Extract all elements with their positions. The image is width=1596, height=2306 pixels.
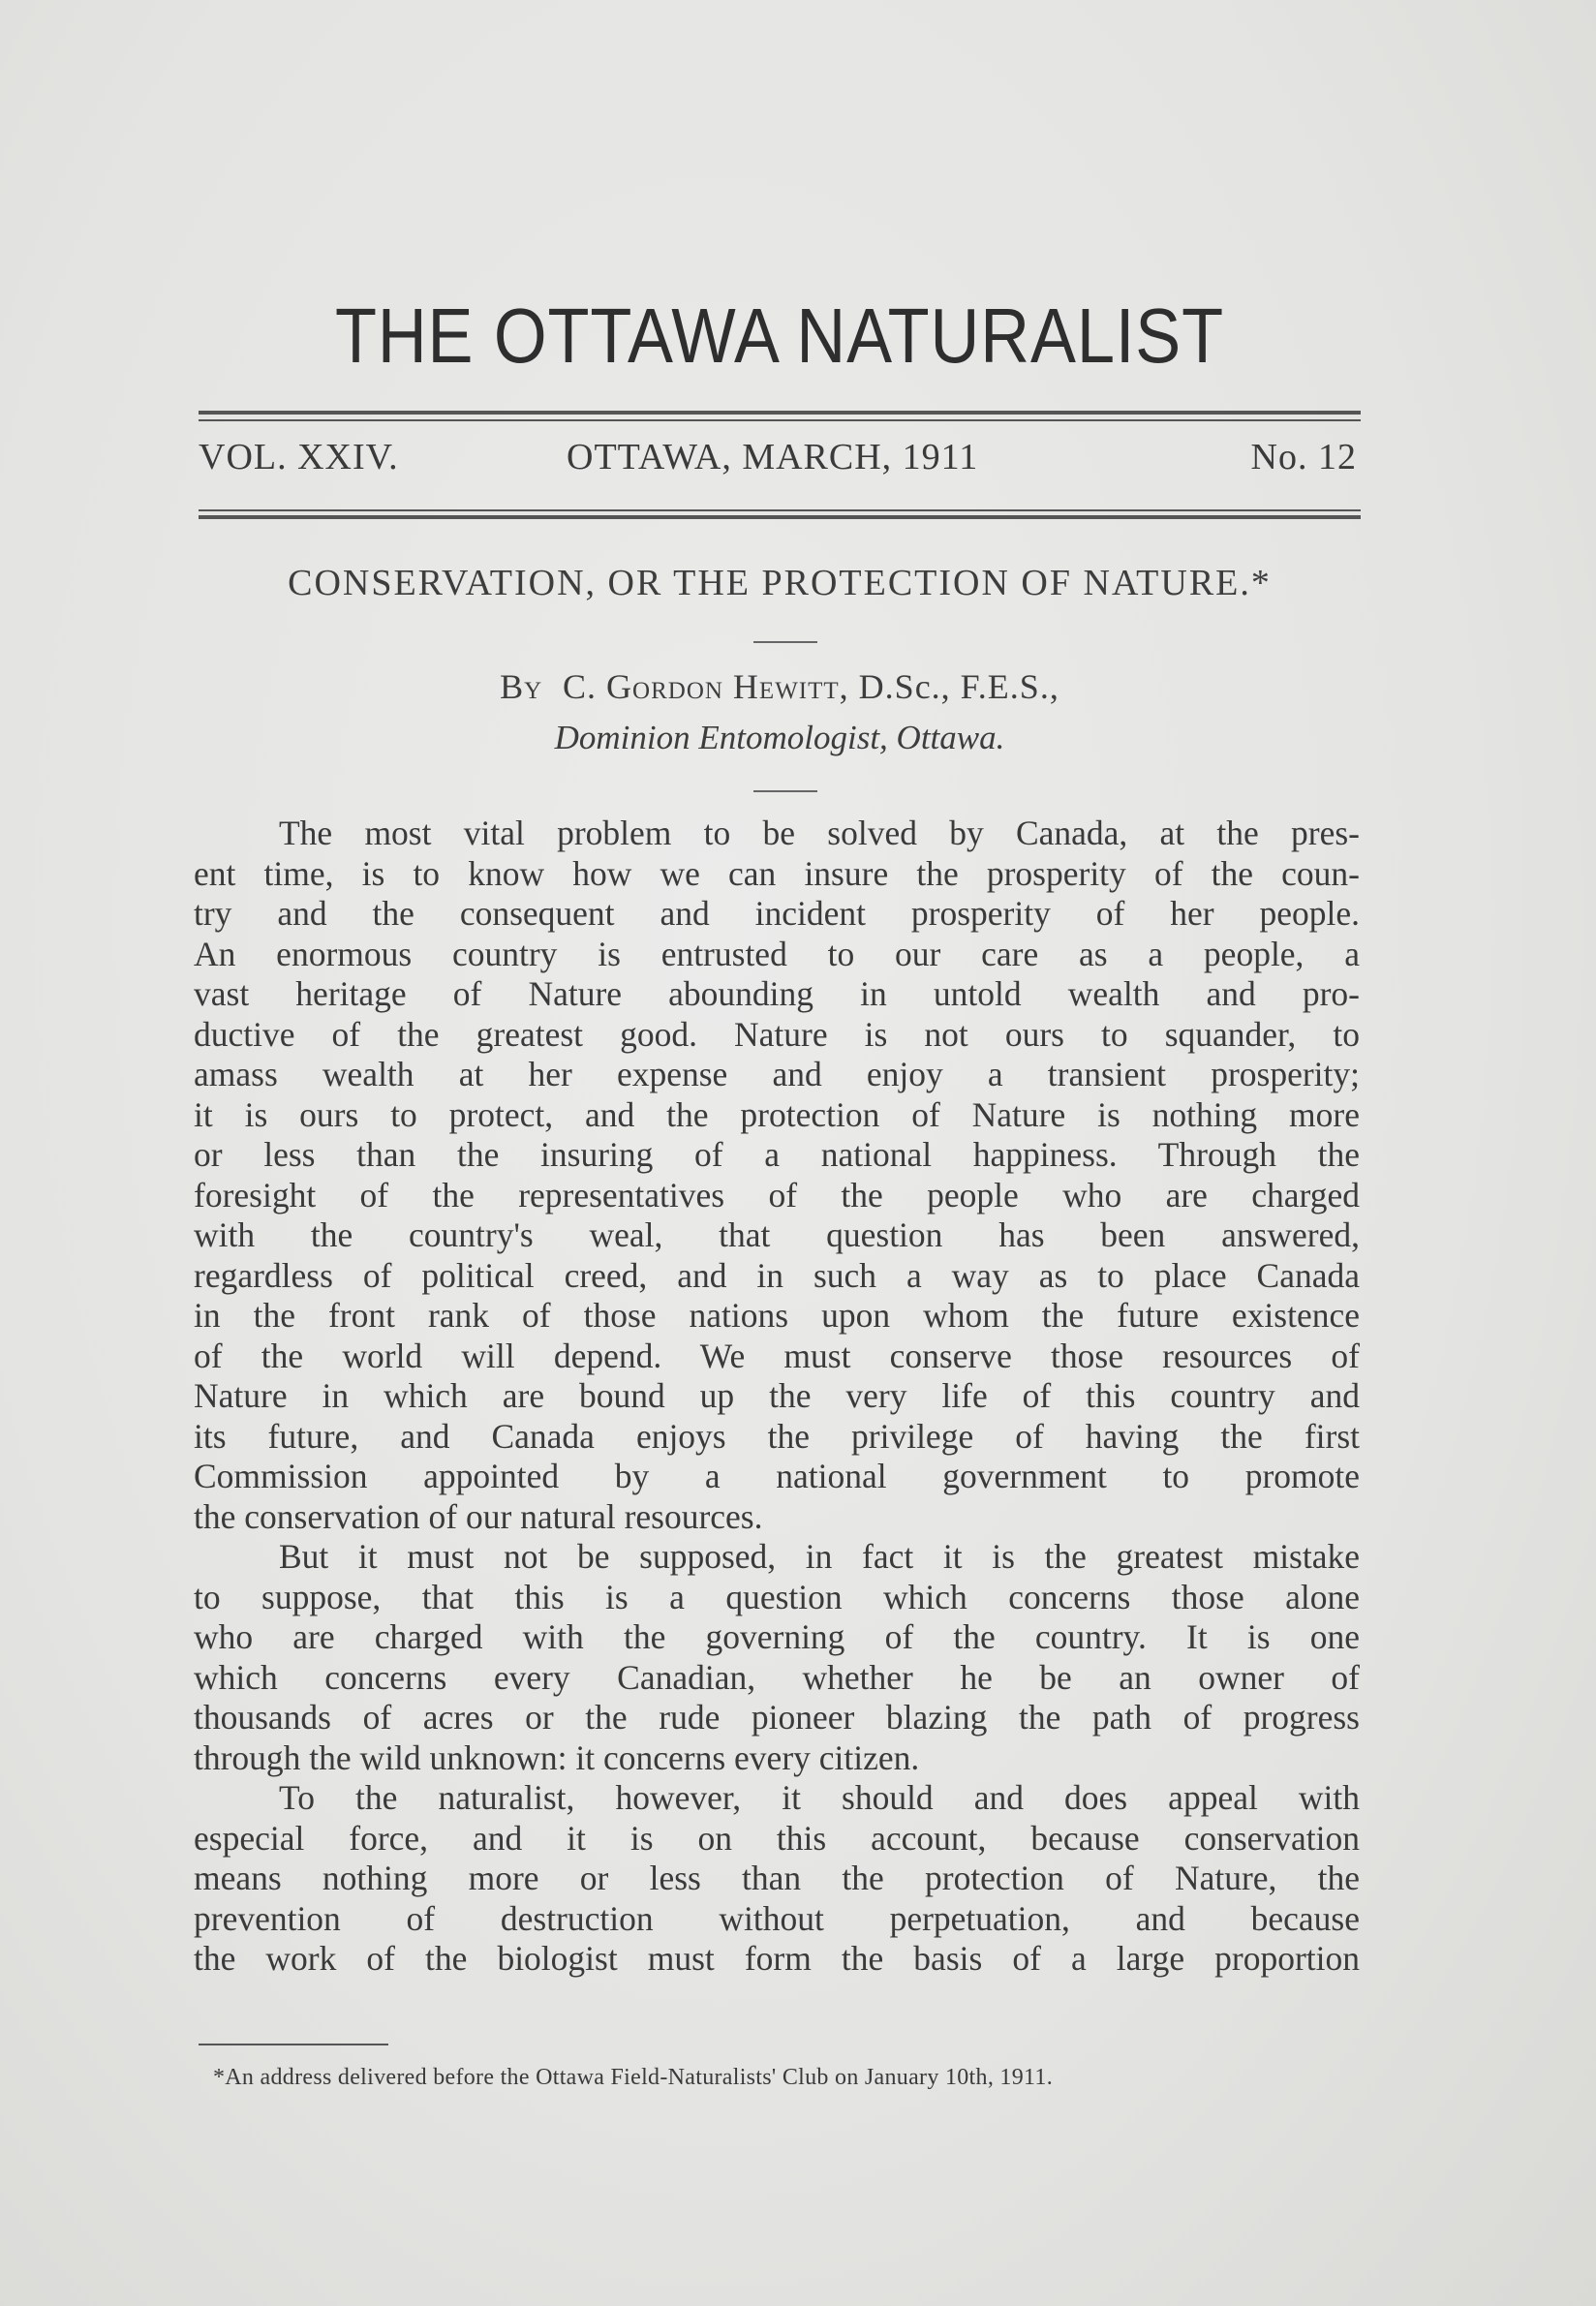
header-rule-bottom-thin — [199, 509, 1361, 511]
article-title: CONSERVATION, OR THE PROTECTION OF NATURE.* — [288, 563, 1272, 603]
body-line: with the country's weal, that question has been answered, — [194, 1215, 1360, 1254]
footnote-rule — [199, 2044, 388, 2045]
article-body — [194, 814, 1360, 1980]
body-line: the conservation of our natural resources. — [194, 1496, 763, 1536]
body-line: the work of the biologist must form the basis of a large proportion — [194, 1939, 1360, 1978]
header-rule-bottom-thick — [199, 515, 1361, 519]
body-line: ductive of the greatest good. Nature is not ours to squander, to — [194, 1014, 1360, 1054]
body-line: its future, and Canada enjoys the privilege of having the first — [194, 1416, 1360, 1456]
body-line: prevention of destruction without perpetuation, and because — [194, 1898, 1360, 1938]
body-line: amass wealth at her expense and enjoy a transient prosperity; — [194, 1055, 1360, 1093]
byline-prefix: By — [500, 667, 543, 706]
body-line: to suppose, that this is a question which concerns those alone — [194, 1577, 1360, 1616]
issue-line — [199, 436, 1361, 494]
body-line: it is ours to protect, and the protection of Nature is nothing more — [194, 1094, 1360, 1134]
volume-number: VOL. XXIV. — [199, 437, 399, 477]
author-credentials: , D.Sc., F.E.S., — [839, 667, 1059, 706]
body-line: or less than the insuring of a national happiness. Through the — [194, 1135, 1360, 1174]
body-line: in the front rank of those nations upon whom the future existence — [194, 1296, 1360, 1335]
body-line: try and the consequent and incident prosperity of her people. — [194, 894, 1360, 933]
journal-title: THE OTTAWA NATURALIST — [334, 292, 1225, 379]
header-rule-top-thin — [199, 419, 1361, 421]
body-line: Commission appointed by a national government to promote — [194, 1457, 1360, 1495]
body-line: ent time, is to know how we can insure the prosperity of the coun- — [194, 853, 1360, 893]
body-line: To the naturalist, however, it should and does appeal with — [279, 1778, 1360, 1817]
issue-number: No. 12 — [1250, 437, 1357, 477]
byline — [199, 666, 1361, 707]
body-line: who are charged with the governing of the country. It is one — [194, 1617, 1360, 1656]
body-line: means nothing more or less than the protection of Nature, the — [194, 1859, 1360, 1897]
body-line: which concerns every Canadian, whether he be an owner of — [194, 1657, 1360, 1697]
body-line: The most vital problem to be solved by Canada, at the pres- — [279, 814, 1360, 852]
author-affiliation: Dominion Entomologist, Ottawa. — [554, 719, 1005, 756]
body-line: thousands of acres or the rude pioneer blazing the path of progress — [194, 1698, 1360, 1737]
body-line: foresight of the representatives of the people who are charged — [194, 1175, 1360, 1214]
body-line: especial force, and it is on this account, because conservation — [194, 1818, 1360, 1858]
body-line: Nature in which are bound up the very life of this country and — [194, 1376, 1360, 1415]
body-line: vast heritage of Nature abounding in untold wealth and pro- — [194, 974, 1360, 1013]
author-name: C. Gordon Hewitt — [563, 667, 840, 706]
body-line: of the world will depend. We must conserve those resources of — [194, 1336, 1360, 1375]
body-line: regardless of political creed, and in such a way as to place Canada — [194, 1255, 1360, 1295]
byline-divider — [753, 790, 817, 792]
header-rule-top-thick — [199, 411, 1361, 415]
title-divider — [753, 641, 817, 643]
body-line: But it must not be supposed, in fact it is the greatest mistake — [279, 1537, 1360, 1576]
issue-place-date: OTTAWA, MARCH, 1911 — [567, 437, 979, 477]
body-line: through the wild unknown: it concerns every citizen. — [194, 1737, 920, 1777]
body-line: An enormous country is entrusted to our care as a people, a — [194, 934, 1360, 973]
footnote: *An address delivered before the Ottawa Field-Naturalists' Club on January 10th, 1911. — [213, 2065, 1054, 2090]
